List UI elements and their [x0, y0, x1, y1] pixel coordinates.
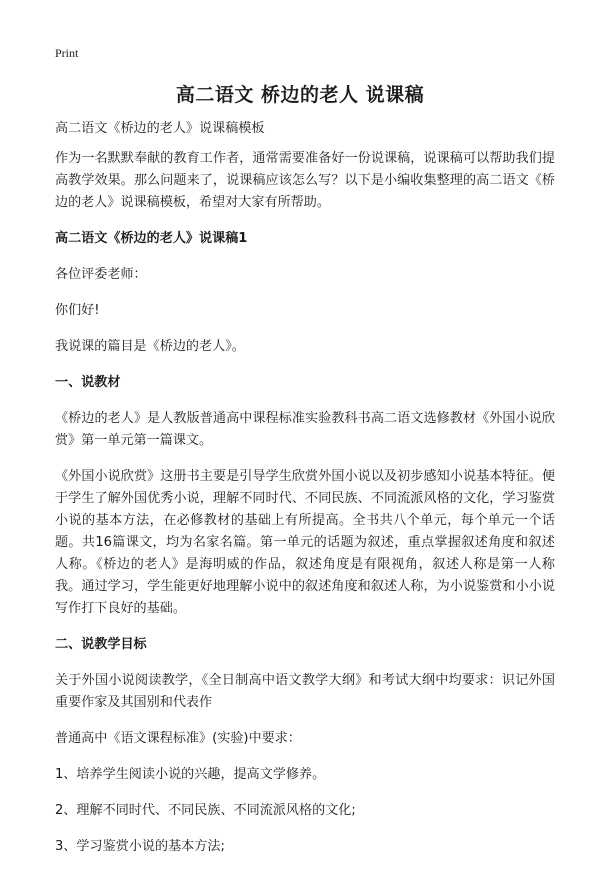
heading-textbook: 一、说教材: [55, 375, 121, 390]
intro-paragraph: 作为一名默默奉献的教育工作者，通常需要准备好一份说课稿，说课稿可以帮助我们提高教学效果。那么问题来了，说课稿应该怎么写？以下是小编收集整理的高二语文《桥边的老人》说课稿模板，希望对大家有所帮助。: [55, 151, 555, 210]
textbook-paragraph-1: 《桥边的老人》是人教版普通高中课程标准实验教科书高二语文选修教材《外国小说欣赏》第一单元第一篇课文。: [55, 411, 555, 448]
document-body: [55, 118, 555, 872]
hello-text: 你们好!: [55, 303, 100, 318]
goal-item-2: 2、理解不同时代、不同民族、不同流派风格的文化;: [55, 803, 356, 818]
goals-paragraph-2: 普通高中《语文课程标准》(实验)中要求：: [55, 731, 301, 746]
goal-item-3: 3、学习鉴赏小说的基本方法;: [55, 839, 225, 854]
greeting-text: 各位评委老师：: [55, 267, 147, 282]
section-title: 高二语文《桥边的老人》说课稿1: [55, 231, 248, 246]
document-subtitle: 高二语文《桥边的老人》说课稿模板: [55, 121, 265, 136]
document-title: 高二语文 桥边的老人 说课稿: [175, 84, 425, 106]
topic-text: 我说课的篇目是《桥边的老人》。: [55, 339, 245, 354]
print-link[interactable]: Print: [55, 46, 79, 60]
textbook-paragraph-2: 《外国小说欣赏》这册书主要是引导学生欣赏外国小说以及初步感知小说基本特征。便于学生了解外国优秀小说，理解不同时代、不同民族、不同流派风格的文化，学习鉴赏小说的基本方法，在必修教材的基础上有所提高。全书共八个单元，每个单元一个话题。共16篇课文，均为名家名篇。第一单元的话题为叙述，重点掌握叙述角度和叙述人称。《桥边的老人》是海明威的作品，叙述角度是有限视角，叙述人称是第一人称我。通过学习，学生能更好地理解小说中的叙述角度和叙述人称，为小说鉴赏和小小说写作打下良好的基础。: [55, 469, 555, 616]
goal-item-1: 1、培养学生阅读小说的兴趣，提高文学修养。: [55, 767, 326, 782]
heading-goals: 二、说教学目标: [55, 637, 147, 652]
goals-paragraph-1: 关于外国小说阅读教学，《全日制高中语文教学大纲》和考试大纲中均要求：识记外国重要作家及其国别和代表作: [55, 673, 555, 710]
